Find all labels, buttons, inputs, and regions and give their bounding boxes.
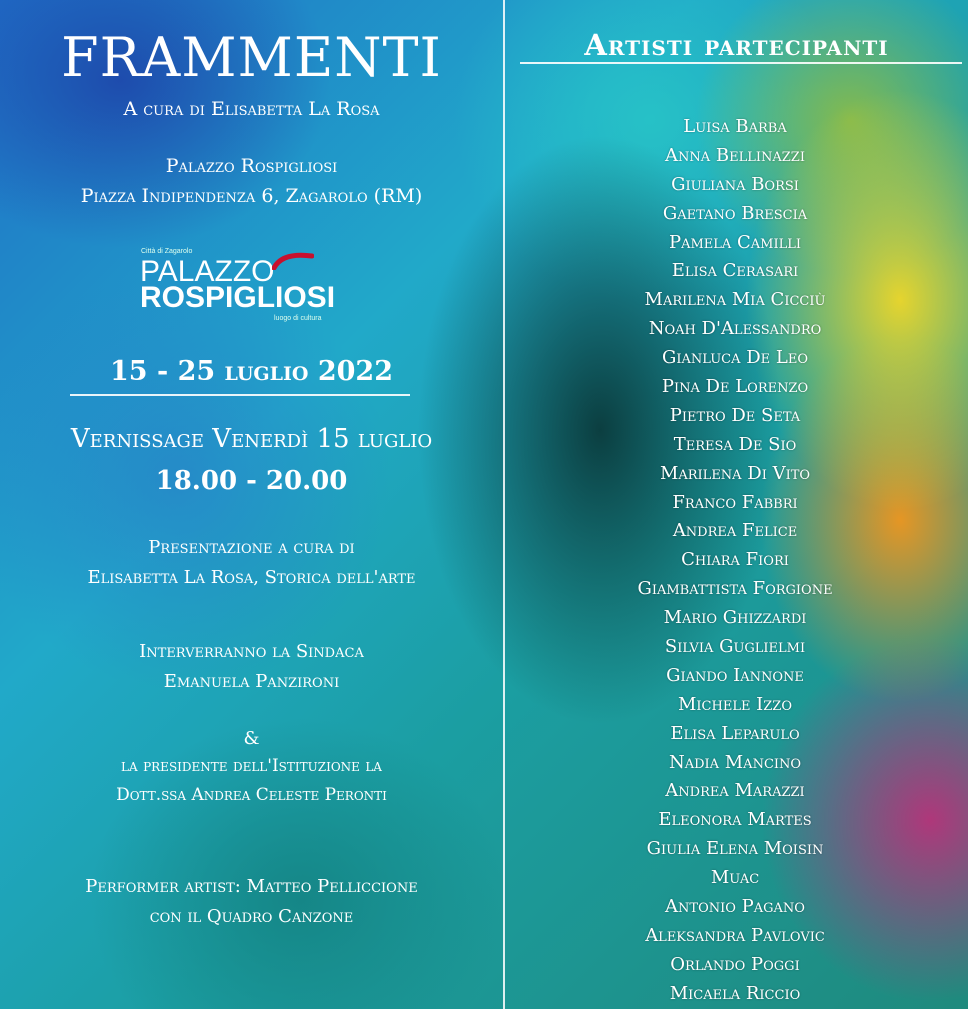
artist-name: Andrea Marazzi	[665, 780, 805, 802]
artist-name: Mario Ghizzardi	[663, 607, 807, 629]
exhibition-title: FRAMMENTI	[61, 26, 442, 89]
vernissage-hours: 18.00 - 20.00	[155, 466, 348, 496]
artist-name: Giulia Elena Moisin	[646, 838, 824, 860]
dates-underline	[70, 394, 410, 396]
artist-name: Aleksandra Pavlovic	[645, 924, 825, 946]
artist-name: Franco Fabbri	[672, 491, 798, 513]
artist-name: Anna Bellinazzi	[665, 144, 805, 166]
artist-name: Giambattista Forgione	[637, 578, 833, 600]
artist-name: Antonio Pagano	[665, 896, 805, 918]
artists-title-underline	[520, 62, 962, 64]
artist-name: Noah D'Alessandro	[648, 318, 822, 340]
artist-name: Elisa Cerasari	[671, 260, 799, 282]
artist-name: Giando Iannone	[666, 664, 804, 686]
artist-name: Chiara Fiori	[681, 549, 789, 571]
artist-name: Gaetano Brescia	[662, 202, 808, 224]
artist-name: Gianluca De Leo	[662, 347, 808, 369]
artist-name: Luisa Barba	[683, 116, 787, 137]
artist-name: Silvia Guglielmi	[664, 636, 806, 658]
artist-name: Eleonora Martes	[658, 809, 812, 831]
artist-name: Andrea Felice	[672, 520, 798, 542]
artists-list	[505, 113, 965, 1009]
artist-name: Michele Izzo	[677, 693, 793, 715]
artists-title: Artisti partecipanti	[584, 28, 889, 62]
curator-line: A cura di Elisabetta La Rosa	[123, 98, 380, 120]
artist-name: Muac	[710, 867, 760, 889]
logo-swoosh-icon	[272, 250, 314, 270]
logo-small-text: Città di Zagarolo	[141, 248, 193, 255]
performer-line1: Performer artist: Matteo Pelliccione	[85, 876, 418, 897]
presentation-line2: Elisabetta La Rosa, Storica dell'arte	[87, 567, 416, 588]
artist-name: Pietro De Seta	[669, 404, 801, 426]
president-line1: la presidente dell'Istituzione la	[121, 756, 382, 776]
ampersand: &	[243, 728, 260, 749]
presentation-line1: Presentazione a cura di	[148, 537, 355, 558]
vernissage-line: Vernissage Venerdì 15 luglio	[70, 424, 433, 454]
artist-name: Pamela Camilli	[668, 231, 802, 253]
logo-line1: PALAZZO	[140, 255, 275, 288]
exhibition-dates: 15 - 25 luglio 2022	[109, 356, 393, 387]
artist-name: Marilena Mia Cicciù	[644, 289, 826, 311]
artist-name: Giuliana Borsi	[671, 173, 799, 195]
artist-name: Orlando Poggi	[670, 953, 800, 975]
president-line2: Dott.ssa Andrea Celeste Peronti	[116, 785, 387, 805]
artist-name: Micaela Riccio	[669, 982, 801, 1004]
venue-name: Palazzo Rospigliosi	[165, 155, 338, 177]
speakers-line1: Interverranno la Sindaca	[139, 641, 364, 662]
speakers-line2: Emanuela Panzironi	[163, 671, 340, 692]
artist-name: Elisa Leparulo	[670, 722, 800, 744]
artist-name: Marilena Di Vito	[659, 462, 811, 484]
logo-tagline: luogo di cultura	[274, 315, 322, 322]
logo-line2: ROSPIGLIOSI	[140, 281, 336, 314]
artist-name: Pina De Lorenzo	[661, 376, 809, 398]
performer-line2: con il Quadro Canzone	[149, 906, 354, 927]
venue-address: Piazza Indipendenza 6, Zagarolo (RM)	[80, 185, 423, 207]
palazzo-rospigliosi-logo	[136, 248, 336, 328]
artist-name: Teresa De Sio	[673, 433, 797, 455]
artist-name: Nadia Mancino	[668, 751, 802, 773]
